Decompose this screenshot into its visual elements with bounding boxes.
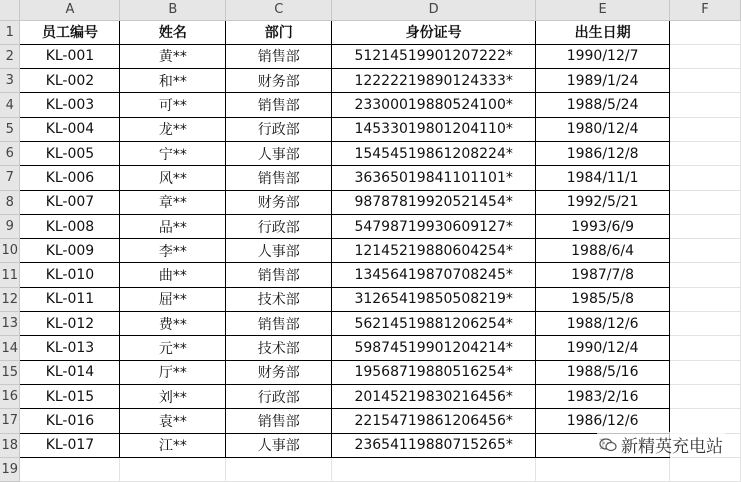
empty-cell[interactable] [670, 214, 741, 238]
row-number[interactable]: 13 [0, 312, 20, 336]
cell-id-number[interactable]: 31265419850508219* [332, 287, 536, 311]
cell-birth-date[interactable]: 1993/6/9 [536, 214, 670, 238]
cell-birth-date[interactable]: 1988/5/24 [536, 93, 670, 117]
cell-birth-date[interactable]: 1992/5/21 [536, 190, 670, 214]
cell-emp-id[interactable]: KL-011 [20, 287, 120, 311]
table-header-row [0, 20, 741, 44]
empty-cell[interactable] [670, 409, 741, 433]
cell-id-number[interactable]: 14533019801204110* [332, 117, 536, 141]
cell-birth-date[interactable]: 1987/7/8 [536, 263, 670, 287]
empty-cell[interactable] [670, 44, 741, 68]
cell-name[interactable]: 品** [120, 214, 226, 238]
table-row [0, 287, 741, 311]
cell-birth-date[interactable]: 1988/6/4 [536, 239, 670, 263]
cell-name[interactable]: 宁** [120, 141, 226, 165]
column-header-f[interactable]: F [670, 0, 741, 20]
empty-cell[interactable] [670, 384, 741, 408]
cell-dept[interactable]: 行政部 [226, 117, 332, 141]
row-number[interactable]: 14 [0, 336, 20, 360]
cell-id-number[interactable]: 36365019841101101* [332, 166, 536, 190]
header-birth-date[interactable]: 出生日期 [536, 20, 670, 44]
cell-birth-date[interactable]: 1986/12/8 [536, 141, 670, 165]
empty-cell[interactable] [120, 457, 226, 481]
cell-name[interactable]: 可** [120, 93, 226, 117]
empty-cell[interactable] [670, 312, 741, 336]
table-row [0, 93, 741, 117]
cell-name[interactable]: 章** [120, 190, 226, 214]
table-row [0, 69, 741, 93]
row-number[interactable]: 2 [0, 44, 20, 68]
empty-cell[interactable] [670, 457, 741, 481]
cell-name[interactable]: 费** [120, 312, 226, 336]
empty-cell[interactable] [226, 457, 332, 481]
cell-id-number[interactable]: 59874519901204214* [332, 336, 536, 360]
cell-emp-id[interactable]: KL-001 [20, 44, 120, 68]
cell-id-number[interactable]: 20145219830216456* [332, 384, 536, 408]
cell-birth-date[interactable]: 1988/5/16 [536, 360, 670, 384]
table-row [0, 166, 741, 190]
cell-id-number[interactable]: 56214519881206254* [332, 312, 536, 336]
empty-cell[interactable] [670, 20, 741, 44]
cell-name[interactable]: 风** [120, 166, 226, 190]
empty-cell[interactable] [670, 336, 741, 360]
cell-dept[interactable]: 人事部 [226, 239, 332, 263]
row-number[interactable]: 5 [0, 117, 20, 141]
cell-name[interactable]: 龙** [120, 117, 226, 141]
cell-dept[interactable]: 人事部 [226, 433, 332, 457]
empty-cell[interactable] [670, 69, 741, 93]
wechat-icon [599, 438, 617, 452]
table-row [0, 214, 741, 238]
cell-dept[interactable]: 财务部 [226, 190, 332, 214]
cell-birth-date[interactable]: 1990/12/7 [536, 44, 670, 68]
cell-id-number[interactable]: 12145219880604254* [332, 239, 536, 263]
empty-cell[interactable] [670, 93, 741, 117]
table-row [0, 141, 741, 165]
table-row [0, 44, 741, 68]
cell-emp-id[interactable]: KL-006 [20, 166, 120, 190]
cell-emp-id[interactable]: KL-014 [20, 360, 120, 384]
cell-emp-id[interactable]: KL-010 [20, 263, 120, 287]
cell-dept[interactable]: 销售部 [226, 312, 332, 336]
cell-name[interactable]: 刘** [120, 384, 226, 408]
cell-name[interactable]: 黄** [120, 44, 226, 68]
cell-dept[interactable]: 财务部 [226, 360, 332, 384]
cell-name[interactable]: 袁** [120, 409, 226, 433]
table-row [0, 384, 741, 408]
row-number[interactable]: 9 [0, 214, 20, 238]
row-number[interactable]: 15 [0, 360, 20, 384]
header-dept[interactable]: 部门 [226, 20, 332, 44]
empty-cell[interactable] [670, 360, 741, 384]
column-header-e[interactable]: E [536, 0, 670, 20]
cell-emp-id[interactable]: KL-012 [20, 312, 120, 336]
row-number[interactable]: 18 [0, 433, 20, 457]
table-row [0, 239, 741, 263]
table-row [0, 312, 741, 336]
cell-dept[interactable]: 销售部 [226, 44, 332, 68]
empty-cell[interactable] [670, 287, 741, 311]
watermark [597, 432, 725, 457]
column-header-d[interactable]: D [332, 0, 536, 20]
empty-cell[interactable] [670, 141, 741, 165]
cell-dept[interactable]: 销售部 [226, 263, 332, 287]
cell-emp-id[interactable]: KL-017 [20, 433, 120, 457]
empty-cell[interactable] [20, 457, 120, 481]
table-row [0, 409, 741, 433]
cell-id-number[interactable]: 23654119880715265* [332, 433, 536, 457]
cell-birth-date[interactable]: 1990/12/4 [536, 336, 670, 360]
cell-birth-date[interactable]: 1984/11/1 [536, 166, 670, 190]
cell-name[interactable]: 江** [120, 433, 226, 457]
cell-birth-date[interactable]: 1983/2/16 [536, 384, 670, 408]
cell-birth-date[interactable]: 1988/12/6 [536, 312, 670, 336]
column-header-a[interactable]: A [20, 0, 120, 20]
cell-emp-id[interactable]: KL-016 [20, 409, 120, 433]
cell-name[interactable]: 厅** [120, 360, 226, 384]
row-number[interactable]: 17 [0, 409, 20, 433]
empty-cell[interactable] [670, 263, 741, 287]
cell-emp-id[interactable]: KL-009 [20, 239, 120, 263]
cell-emp-id[interactable]: KL-013 [20, 336, 120, 360]
select-all-corner[interactable] [0, 0, 20, 20]
cell-id-number[interactable]: 51214519901207222* [332, 44, 536, 68]
row-number[interactable]: 10 [0, 239, 20, 263]
cell-id-number[interactable]: 15454519861208224* [332, 141, 536, 165]
row-number[interactable]: 12 [0, 287, 20, 311]
row-number[interactable]: 16 [0, 384, 20, 408]
table-row [0, 190, 741, 214]
cell-id-number[interactable]: 98787819920521454* [332, 190, 536, 214]
empty-cell[interactable] [536, 457, 670, 481]
empty-cell[interactable] [332, 457, 536, 481]
cell-dept[interactable]: 行政部 [226, 384, 332, 408]
cell-emp-id[interactable]: KL-002 [20, 69, 120, 93]
cell-birth-date[interactable]: 1989/1/24 [536, 69, 670, 93]
watermark-text: 新精英充电站 [621, 437, 723, 457]
cell-emp-id[interactable]: KL-004 [20, 117, 120, 141]
cell-emp-id[interactable]: KL-008 [20, 214, 120, 238]
column-header-b[interactable]: B [120, 0, 226, 20]
cell-dept[interactable]: 销售部 [226, 93, 332, 117]
table-row [0, 336, 741, 360]
cell-emp-id[interactable]: KL-003 [20, 93, 120, 117]
cell-name[interactable]: 曲** [120, 263, 226, 287]
cell-id-number[interactable]: 22154719861206456* [332, 409, 536, 433]
empty-cell[interactable] [670, 190, 741, 214]
cell-dept[interactable]: 销售部 [226, 409, 332, 433]
cell-id-number[interactable]: 54798719930609127* [332, 214, 536, 238]
row-number[interactable]: 19 [0, 457, 20, 481]
row-number[interactable]: 11 [0, 263, 20, 287]
cell-id-number[interactable]: 19568719880516254* [332, 360, 536, 384]
row-number[interactable]: 7 [0, 166, 20, 190]
cell-dept[interactable]: 技术部 [226, 287, 332, 311]
cell-birth-date[interactable]: 1985/5/8 [536, 287, 670, 311]
row-number[interactable]: 6 [0, 141, 20, 165]
header-name[interactable]: 姓名 [120, 20, 226, 44]
empty-cell[interactable] [670, 166, 741, 190]
header-emp-id[interactable]: 员工编号 [20, 20, 120, 44]
cell-dept[interactable]: 人事部 [226, 141, 332, 165]
column-header-c[interactable]: C [226, 0, 332, 20]
cell-dept[interactable]: 行政部 [226, 214, 332, 238]
cell-id-number[interactable]: 13456419870708245* [332, 263, 536, 287]
empty-row [0, 457, 741, 481]
cell-id-number[interactable]: 23300019880524100* [332, 93, 536, 117]
cell-name[interactable]: 屈** [120, 287, 226, 311]
row-number[interactable]: 1 [0, 20, 20, 44]
cell-name[interactable]: 元** [120, 336, 226, 360]
cell-birth-date[interactable]: 1986/12/6 [536, 409, 670, 433]
row-number[interactable]: 4 [0, 93, 20, 117]
cell-emp-id[interactable]: KL-007 [20, 190, 120, 214]
cell-dept[interactable]: 销售部 [226, 166, 332, 190]
cell-id-number[interactable]: 12222219890124333* [332, 69, 536, 93]
cell-name[interactable]: 李** [120, 239, 226, 263]
cell-name[interactable]: 和** [120, 69, 226, 93]
column-header-row [0, 0, 741, 20]
cell-birth-date[interactable]: 1980/12/4 [536, 117, 670, 141]
table-row [0, 263, 741, 287]
empty-cell[interactable] [670, 239, 741, 263]
cell-dept[interactable]: 财务部 [226, 69, 332, 93]
row-number[interactable]: 3 [0, 69, 20, 93]
cell-emp-id[interactable]: KL-015 [20, 384, 120, 408]
empty-cell[interactable] [670, 117, 741, 141]
cell-dept[interactable]: 技术部 [226, 336, 332, 360]
cell-emp-id[interactable]: KL-005 [20, 141, 120, 165]
row-number[interactable]: 8 [0, 190, 20, 214]
table-row [0, 117, 741, 141]
table-row [0, 360, 741, 384]
header-id-number[interactable]: 身份证号 [332, 20, 536, 44]
